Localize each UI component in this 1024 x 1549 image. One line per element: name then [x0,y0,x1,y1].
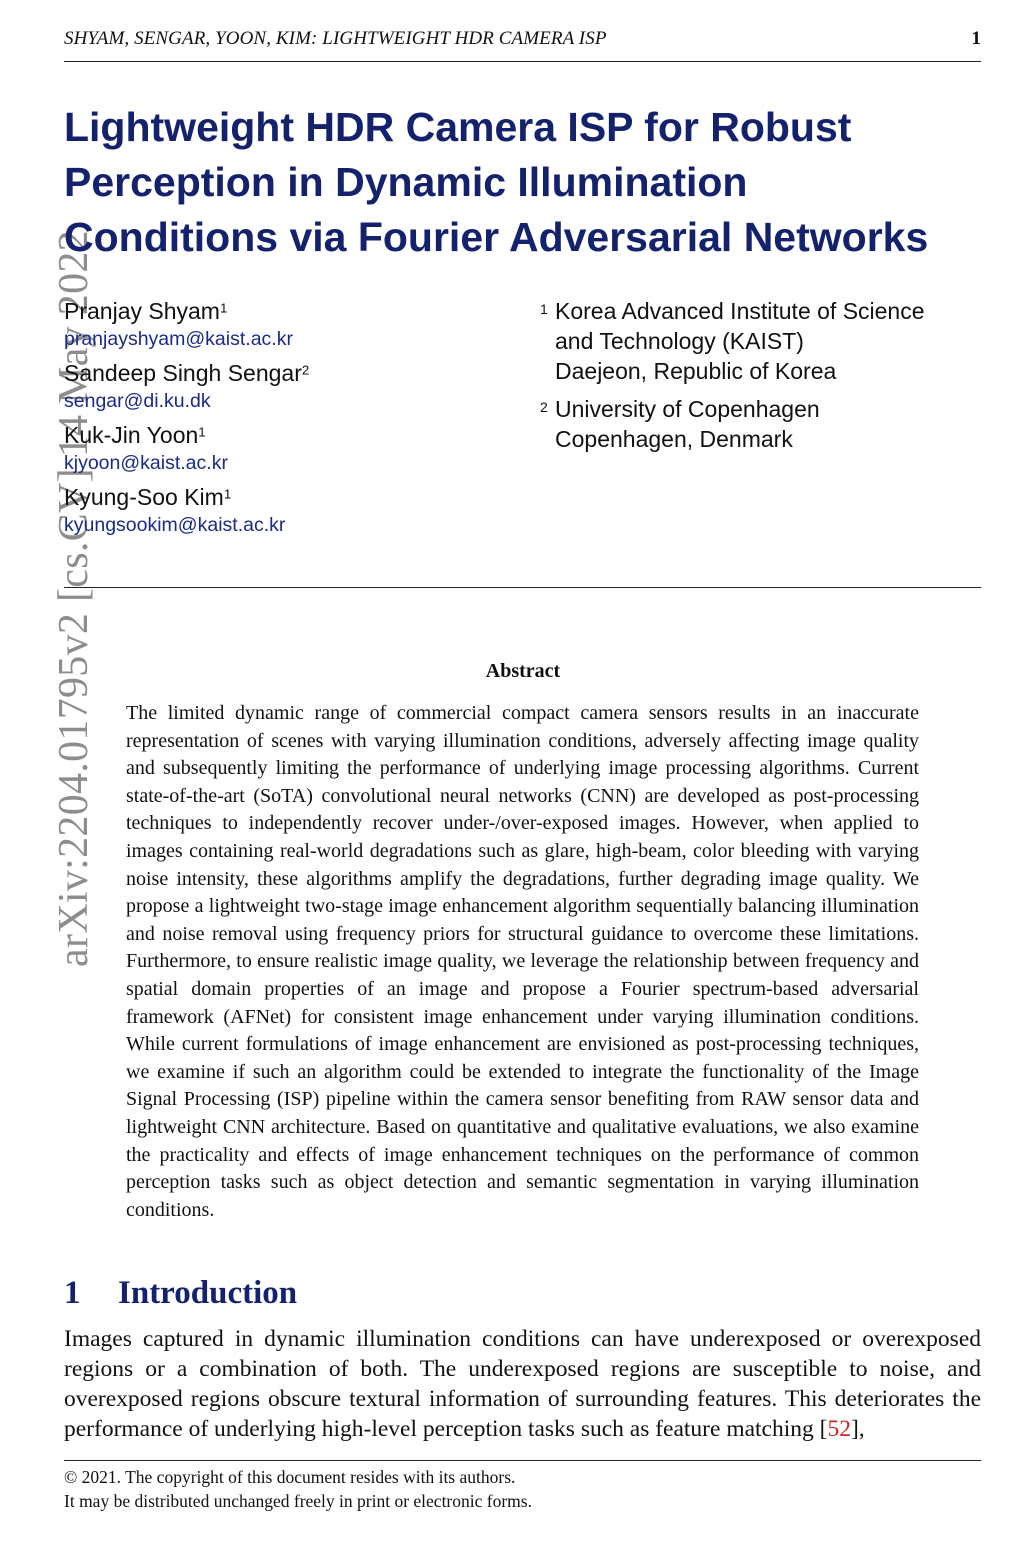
author-name: Kyung-Soo Kim [64,484,224,510]
affiliation-mark: 2 [540,399,548,415]
running-head: SHYAM, SENGAR, YOON, KIM: LIGHTWEIGHT HDR CAMERA ISP [64,28,607,49]
author [64,482,484,538]
affiliation-line: Daejeon, Republic of Korea [555,358,837,384]
citation-close: ], [850,1416,865,1442]
author [64,420,484,476]
title-line: Conditions via Fourier Adversarial Networks [64,214,929,260]
citation-open: [ [819,1416,828,1442]
copyright-footer [64,1465,532,1513]
author-list [64,296,484,544]
author-affil-mark: 2 [301,362,310,378]
author-affil-mark: 1 [223,486,232,502]
paper-title [64,100,994,265]
abstract-heading: Abstract [485,660,561,682]
author-email-link[interactable]: kyungsookim@kaist.ac.kr [64,514,286,536]
affiliation-line: Copenhagen, Denmark [555,426,793,452]
affiliation-mark: 1 [540,301,548,317]
section-heading [64,1275,297,1312]
citation-link[interactable]: 52 [827,1416,851,1442]
affiliation-line: Korea Advanced Institute of Science [555,298,925,324]
affiliation-list [540,296,980,462]
arxiv-stamp: arXiv:2204.01795v2 [cs.CV] 14 May 2022 [51,230,97,967]
affiliation [540,394,980,454]
page-number: 1 [971,28,981,49]
author-email-link[interactable]: pranjayshyam@kaist.ac.kr [64,328,293,350]
copyright-line: © 2021. The copyright of this document resides with its authors. [64,1467,516,1487]
section-rule [64,587,981,588]
author-name: Kuk-Jin Yoon [64,422,199,448]
section-number: 1 [64,1275,81,1311]
author [64,358,484,414]
author-name: Pranjay Shyam [64,298,220,324]
abstract-text: The limited dynamic range of commercial compact camera sensors results in an inaccurate representation of scenes with varying illumination conditions, adversely affecting image quality and subsequently limiting the performance of underlying image processing algorithms. Current state-of-the-art (SoTA) convolutional neural networks (CNN) are developed as post-processing techniques to independently recover under-/over-exposed images. However, when applied to images containing real-world degradations such as glare, high-beam, color bleeding with varying noise intensity, these algorithms amplify the degradations, further degrading image quality. We propose a lightweight two-stage image enhancement algorithm sequentially balancing illumination and noise removal using frequency priors for structural guidance to overcome these limitations. Furthermore, to ensure realistic image quality, we leverage the relationship between frequency and spatial domain properties of an image and propose a Fourier spectrum-based adversarial framework (AFNet) for consistent image enhancement under varying illumination conditions. While current formulations of image enhancement are envisioned as post-processing techniques, we examine if such an algorithm could be extended to integrate the functionality of the Image Signal Processing (ISP) pipeline within the camera sensor benefiting from RAW sensor data and lightweight CNN architecture. Based on quantitative and qualitative evaluations, we also examine the practicality and effects of image enhancement techniques on the performance of common perception tasks such as object detection and semantic segmentation in varying illumination conditions. [126,702,919,1221]
intro-text: Images captured in dynamic illumination conditions can have underexposed or overexposed regions or a combination of both. The underexposed regions are susceptible to noise, and overexposed regions obscure textural information of surrounding features. This deteriorates the performance of underlying high-level perception tasks such as feature matching [64,1326,981,1442]
author-name: Sandeep Singh Sengar [64,360,302,386]
author-email-link[interactable]: kjyoon@kaist.ac.kr [64,452,228,474]
author [64,296,484,352]
footer-rule [64,1460,981,1461]
author-affil-mark: 1 [198,424,206,440]
affiliation [540,296,980,386]
section-title: Introduction [118,1275,298,1311]
author-email-link[interactable]: sengar@di.ku.dk [64,390,211,412]
header-rule [64,61,981,62]
intro-paragraph [64,1324,981,1444]
affiliation-line: University of Copenhagen [555,396,820,422]
title-line: Lightweight HDR Camera ISP for Robust [64,104,852,150]
affiliation-line: and Technology (KAIST) [555,328,804,354]
distribution-line: It may be distributed unchanged freely in print or electronic forms. [64,1491,532,1511]
author-affil-mark: 1 [219,300,228,316]
title-line: Perception in Dynamic Illumination [64,159,748,205]
